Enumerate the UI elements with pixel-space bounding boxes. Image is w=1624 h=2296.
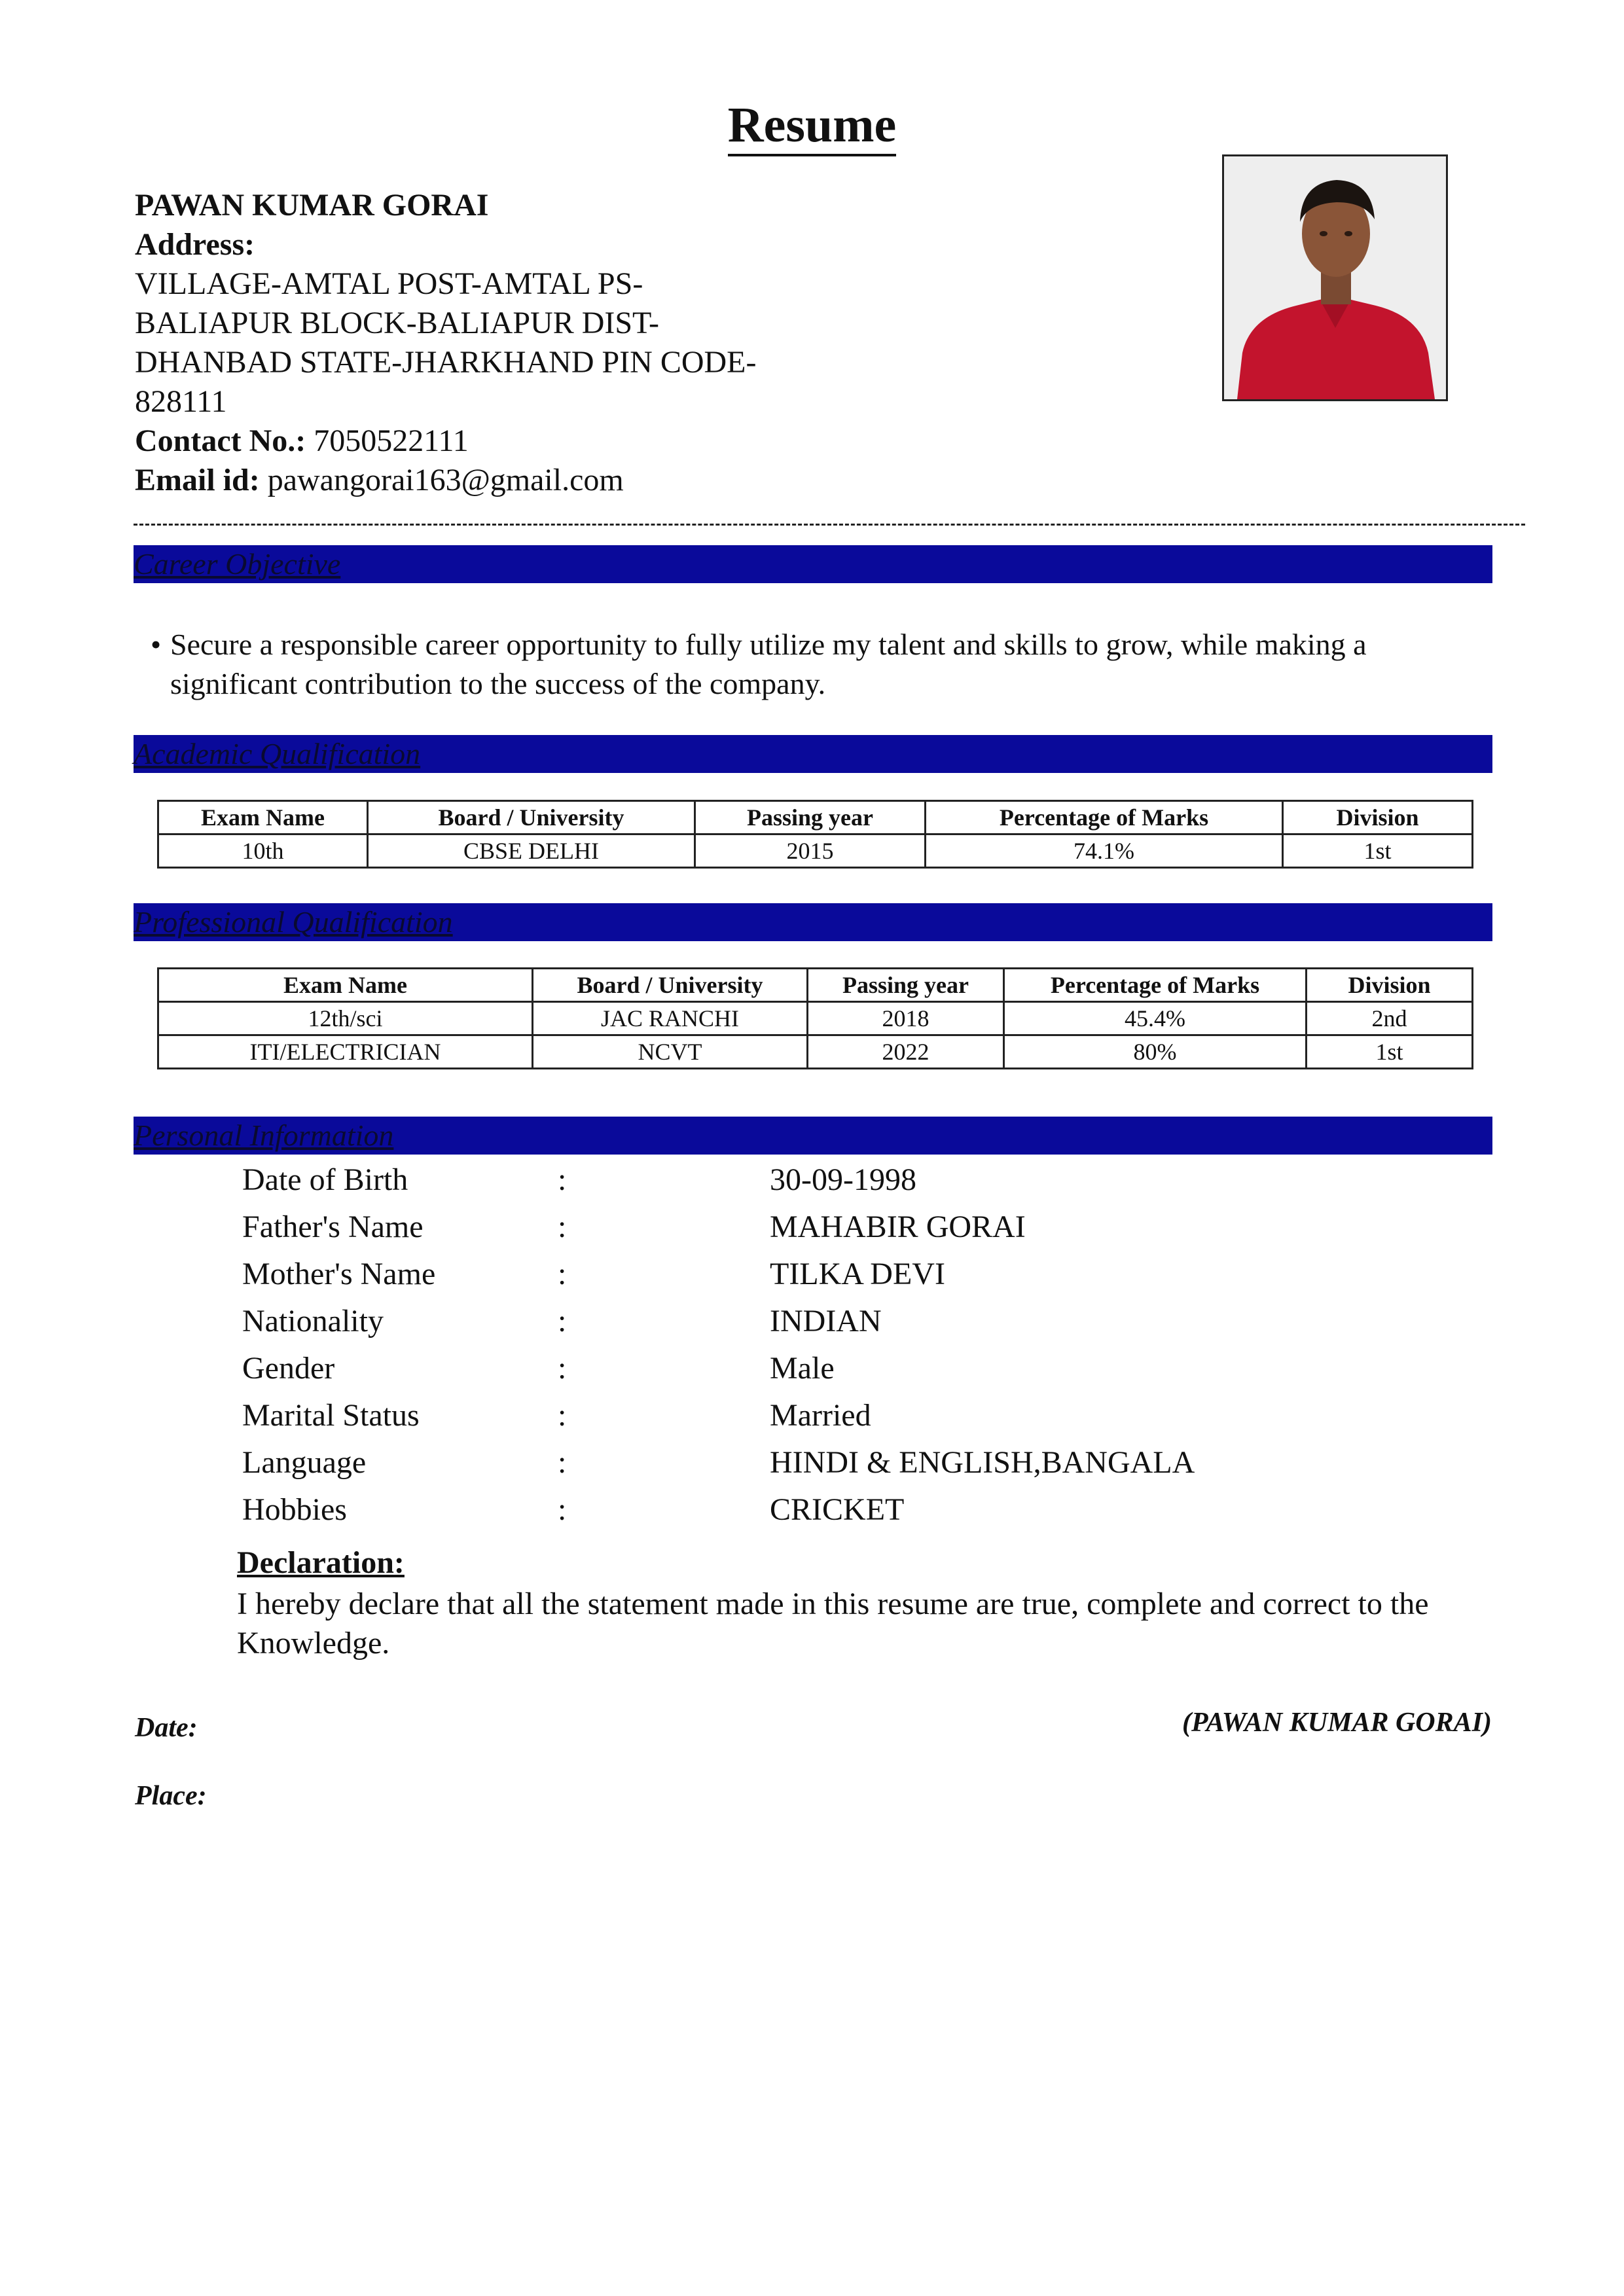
section-academic-qualification: Academic Qualification	[134, 735, 1492, 773]
field-separator: :	[558, 1304, 567, 1338]
field-value: HINDI & ENGLISH,BANGALA	[770, 1445, 1195, 1480]
field-label: Date of Birth	[242, 1162, 408, 1197]
col-board: Board / University	[533, 969, 808, 1002]
table-cell: 45.4%	[1004, 1002, 1307, 1035]
page-title	[0, 97, 1624, 154]
col-board: Board / University	[368, 801, 695, 834]
separator-line	[134, 524, 1525, 526]
col-division: Division	[1307, 969, 1473, 1002]
field-separator: :	[558, 1210, 567, 1244]
profile-photo	[1222, 154, 1448, 401]
field-separator: :	[558, 1257, 567, 1291]
address-line-1: VILLAGE-AMTAL POST-AMTAL PS-	[135, 266, 643, 301]
field-value: Married	[770, 1398, 871, 1433]
col-percentage: Percentage of Marks	[1004, 969, 1307, 1002]
table-cell: 74.1%	[926, 834, 1283, 868]
header-block	[135, 186, 920, 500]
place-label: Place:	[135, 1781, 207, 1811]
career-objective	[151, 625, 1479, 704]
section-career-objective: Career Objective	[134, 545, 1492, 583]
table-cell: 1st	[1283, 834, 1473, 868]
table-row	[158, 834, 1473, 868]
field-value: Male	[770, 1351, 835, 1386]
address-line-4: 828111	[135, 384, 227, 419]
email-label: Email id:	[135, 463, 260, 497]
table-header-row	[158, 969, 1473, 1002]
col-percentage: Percentage of Marks	[926, 801, 1283, 834]
table-cell: JAC RANCHI	[533, 1002, 808, 1035]
table-cell: 1st	[1307, 1035, 1473, 1069]
person-portrait	[1224, 156, 1446, 399]
section-personal-information: Personal Information	[134, 1117, 1492, 1155]
address-line-2: BALIAPUR BLOCK-BALIAPUR DIST-	[135, 306, 659, 340]
address-label: Address:	[135, 227, 255, 262]
col-exam-name: Exam Name	[158, 969, 533, 1002]
table-row	[158, 1002, 1473, 1035]
table-cell: 2nd	[1307, 1002, 1473, 1035]
table-cell: 2022	[808, 1035, 1004, 1069]
title-text: Resume	[728, 98, 897, 156]
field-separator: :	[558, 1492, 567, 1527]
table-cell: 10th	[158, 834, 368, 868]
table-header-row	[158, 801, 1473, 834]
table-cell: 2015	[695, 834, 926, 868]
field-label: Father's Name	[242, 1210, 424, 1244]
contact-row	[135, 422, 920, 461]
declaration-text: I hereby declare that all the statement made in this resume are true, complete and correct to the Knowledge.	[237, 1587, 1429, 1660]
field-label: Language	[242, 1445, 367, 1480]
table-cell: 80%	[1004, 1035, 1307, 1069]
bullet-icon: •	[151, 628, 162, 661]
contact-label: Contact No.:	[135, 423, 306, 458]
col-passing-year: Passing year	[695, 801, 926, 834]
table-cell: CBSE DELHI	[368, 834, 695, 868]
field-label: Nationality	[242, 1304, 384, 1338]
col-exam-name: Exam Name	[158, 801, 368, 834]
col-passing-year: Passing year	[808, 969, 1004, 1002]
academic-table	[157, 800, 1473, 869]
field-label: Marital Status	[242, 1398, 420, 1433]
field-separator: :	[558, 1445, 567, 1480]
professional-table	[157, 967, 1473, 1069]
field-separator: :	[558, 1351, 567, 1386]
field-label: Hobbies	[242, 1492, 347, 1527]
table-cell: ITI/ELECTRICIAN	[158, 1035, 533, 1069]
col-division: Division	[1283, 801, 1473, 834]
signature-name: (PAWAN KUMAR GORAI)	[1182, 1708, 1492, 1738]
field-value: MAHABIR GORAI	[770, 1210, 1026, 1244]
table-cell: 12th/sci	[158, 1002, 533, 1035]
field-value: 30-09-1998	[770, 1162, 916, 1197]
address-line-3: DHANBAD STATE-JHARKHAND PIN CODE-	[135, 345, 757, 380]
field-value: INDIAN	[770, 1304, 882, 1338]
field-value: CRICKET	[770, 1492, 905, 1527]
declaration-heading: Declaration:	[237, 1545, 405, 1580]
table-cell: NCVT	[533, 1035, 808, 1069]
field-label: Mother's Name	[242, 1257, 436, 1291]
field-separator: :	[558, 1398, 567, 1433]
contact-value: 7050522111	[314, 423, 469, 458]
field-label: Gender	[242, 1351, 335, 1386]
email-row	[135, 461, 920, 500]
field-separator: :	[558, 1162, 567, 1197]
objective-text: Secure a responsible career opportunity to fully utilize my talent and skills to grow, while making a significant contribution to the success of the company.	[170, 628, 1367, 700]
table-row	[158, 1035, 1473, 1069]
table-cell: 2018	[808, 1002, 1004, 1035]
email-value: pawangorai163@gmail.com	[267, 463, 624, 497]
field-value: TILKA DEVI	[770, 1257, 945, 1291]
candidate-name: PAWAN KUMAR GORAI	[135, 188, 489, 223]
date-label: Date:	[135, 1713, 198, 1743]
section-professional-qualification: Professional Qualification	[134, 903, 1492, 941]
